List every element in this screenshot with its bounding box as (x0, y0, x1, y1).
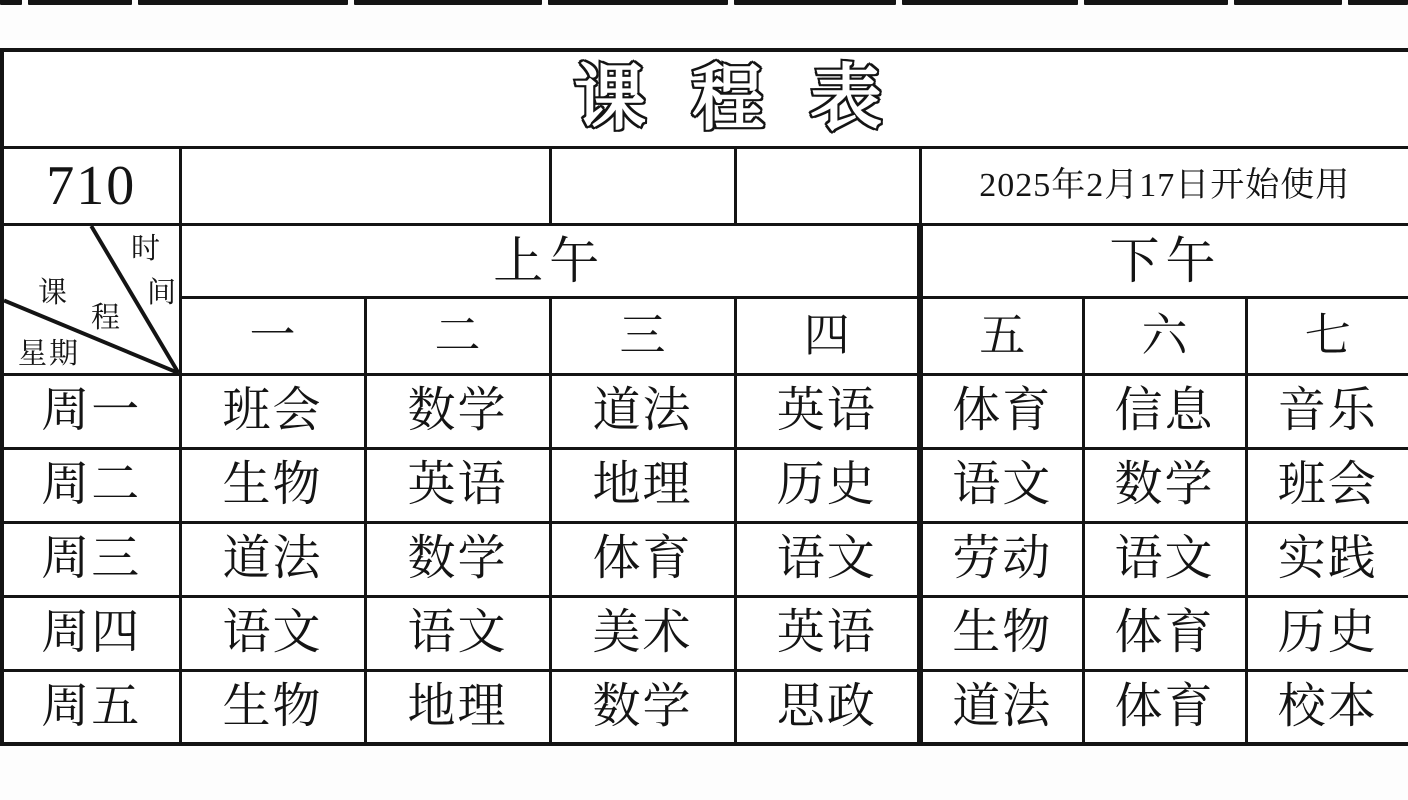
subject-cell: 生物 (180, 670, 365, 744)
day-label: 周四 (2, 596, 180, 670)
subject-cell: 体育 (550, 522, 735, 596)
page-title: 课程表 (574, 58, 929, 139)
subject-cell: 英语 (365, 448, 550, 522)
period-4: 四 (735, 297, 920, 374)
subject-cell: 道法 (180, 522, 365, 596)
subject-cell: 班会 (180, 374, 365, 448)
table-edge-fragment (734, 0, 896, 5)
session-morning: 上午 (180, 224, 920, 297)
table-row-tuesday (2, 448, 1408, 522)
empty-cell (735, 147, 920, 224)
table-row-wednesday (2, 522, 1408, 596)
corner-time-label: 间 (147, 276, 177, 309)
corner-week-label: 星期 (18, 337, 81, 370)
period-6: 六 (1083, 297, 1246, 374)
subject-cell: 数学 (1083, 448, 1246, 522)
corner-time-label: 时 (131, 232, 161, 265)
table-row-monday (2, 374, 1408, 448)
subject-cell: 音乐 (1246, 374, 1408, 448)
corner-course-label: 课 (38, 276, 68, 309)
subject-cell: 体育 (1083, 670, 1246, 744)
subject-cell: 英语 (735, 596, 920, 670)
table-edge-fragment (28, 0, 132, 5)
period-header-row (2, 297, 1408, 374)
subject-cell: 道法 (550, 374, 735, 448)
table-edge-fragment (902, 0, 1078, 5)
subject-cell: 思政 (735, 670, 920, 744)
day-label: 周一 (2, 374, 180, 448)
subject-cell: 语文 (735, 522, 920, 596)
period-1: 一 (180, 297, 365, 374)
subject-cell: 生物 (180, 448, 365, 522)
subject-cell: 劳动 (920, 522, 1083, 596)
subject-cell: 道法 (920, 670, 1083, 744)
table-edge-fragment (354, 0, 542, 5)
title-row (2, 50, 1408, 147)
table-edge-fragment (138, 0, 348, 5)
start-date-note: 2025年2月17日开始使用 (920, 147, 1408, 224)
subject-cell: 体育 (920, 374, 1083, 448)
corner-header-cell (2, 224, 180, 374)
subject-cell: 校本 (1246, 670, 1408, 744)
class-number: 710 (2, 147, 180, 224)
subject-cell: 语文 (180, 596, 365, 670)
period-7: 七 (1246, 297, 1408, 374)
subject-cell: 地理 (365, 670, 550, 744)
empty-cell (550, 147, 735, 224)
subject-cell: 数学 (550, 670, 735, 744)
table-edge-fragment (1084, 0, 1228, 5)
session-header-row (2, 224, 1408, 297)
subject-cell: 历史 (735, 448, 920, 522)
period-3: 三 (550, 297, 735, 374)
corner-course-label: 程 (91, 301, 121, 334)
table-row-friday (2, 670, 1408, 744)
table-edge-fragment (1234, 0, 1342, 5)
table-edge-fragment (1348, 0, 1408, 5)
day-label: 周三 (2, 522, 180, 596)
cropped-row-edge (0, 0, 1408, 6)
subject-cell: 班会 (1246, 448, 1408, 522)
subject-cell: 数学 (365, 374, 550, 448)
class-schedule-table (0, 48, 1408, 746)
subject-cell: 地理 (550, 448, 735, 522)
table-row-thursday (2, 596, 1408, 670)
table-edge-fragment (0, 0, 22, 5)
subject-cell: 语文 (1083, 522, 1246, 596)
period-2: 二 (365, 297, 550, 374)
day-label: 周二 (2, 448, 180, 522)
subject-cell: 信息 (1083, 374, 1246, 448)
subject-cell: 语文 (365, 596, 550, 670)
subject-cell: 美术 (550, 596, 735, 670)
title-cell (2, 50, 1408, 147)
day-label: 周五 (2, 670, 180, 744)
subject-cell: 体育 (1083, 596, 1246, 670)
subject-cell: 生物 (920, 596, 1083, 670)
table-edge-fragment (548, 0, 728, 5)
info-row (2, 147, 1408, 224)
subject-cell: 英语 (735, 374, 920, 448)
subject-cell: 语文 (920, 448, 1083, 522)
subject-cell: 历史 (1246, 596, 1408, 670)
empty-cell (180, 147, 550, 224)
session-afternoon: 下午 (920, 224, 1408, 297)
subject-cell: 数学 (365, 522, 550, 596)
subject-cell: 实践 (1246, 522, 1408, 596)
period-5: 五 (920, 297, 1083, 374)
